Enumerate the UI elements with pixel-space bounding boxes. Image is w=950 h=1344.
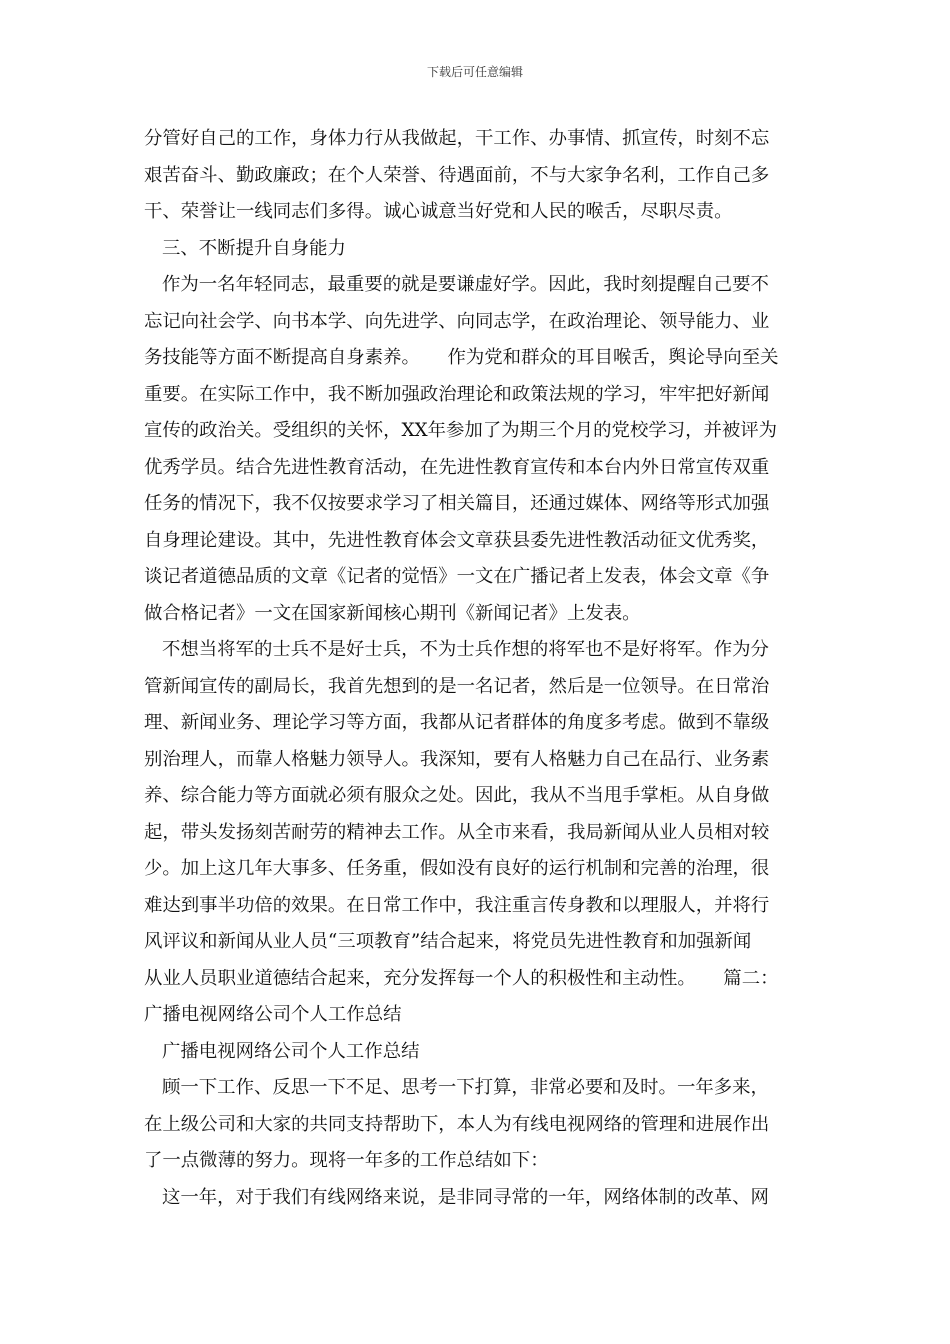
text-line: 不想当将军的士兵不是好士兵，不为士兵作想的将军也不是好将军。作为分 [162, 639, 769, 660]
text-line: 忘记向社会学、向书本学、向先进学、向同志学，在政治理论、领导能力、业 [144, 310, 770, 332]
text-line: 重要。在实际工作中，我不断加强政治理论和政策法规的学习，牢牢把好新闻 [144, 383, 770, 405]
page-header: 下载后可任意编辑 [426, 65, 523, 79]
text-line: 三、不断提升自身能力 [162, 237, 346, 259]
text-line: 顾一下工作、反思一下不足、思考一下打算，非常必要和及时。一年多来， [162, 1077, 769, 1098]
text-line: 风评议和新闻从业人员“三项教育”结合起来，将党员先进性教育和加强新闻 [144, 931, 752, 952]
text-line: 少。加上这几年大事多、任务重，假如没有良好的运行机制和完善的治理，很 [144, 858, 770, 879]
text-line: 任务的情况下，我不仅按要求学习了相关篇目，还通过媒体、网络等形式加强 [144, 493, 770, 514]
text-line: 作为一名年轻同志，最重要的就是要谦虚好学。因此，我时刻提醒自己要不 [162, 274, 769, 295]
text-line: 管新闻宣传的副局长，我首先想到的是一名记者，然后是一位领导。在日常治 [144, 675, 770, 697]
text-line: 干、荣誉让一线同志们多得。诚心诚意当好党和人民的喉舌，尽职尽责。 [144, 201, 733, 222]
document-body [144, 121, 812, 1216]
text-line: 做合格记者》一文在国家新闻核心期刊《新闻记者》上发表。 [144, 602, 641, 624]
text-line: 理、新闻业务、理论学习等方面，我都从记者群体的角度多考虑。做到不靠级 [144, 712, 770, 733]
text-line: 自身理论建设。其中，先进性教育体会文章获县委先进性教活动征文优秀奖， [144, 529, 770, 551]
text-line: 务技能等方面不断提高自身素养。 作为党和群众的耳目喉舌，舆论导向至关 [144, 347, 779, 368]
text-line: 优秀学员。结合先进性教育活动，在先进性教育宣传和本台内外日常宣传双重 [144, 456, 770, 478]
text-line: 了一点微薄的努力。现将一年多的工作总结如下： [144, 1150, 549, 1171]
text-line: 难达到事半功倍的效果。在日常工作中，我注重言传身教和以理服人，并将行 [144, 894, 770, 916]
text-line: 分管好自己的工作，身体力行从我做起，干工作、办事情、抓宣传，时刻不忘 [144, 128, 770, 149]
text-line: 艰苦奋斗、勤政廉政；在个人荣誉、待遇面前，不与大家争名利，工作自己多 [144, 164, 770, 186]
text-line: 在上级公司和大家的共同支持帮助下，本人为有线电视网络的管理和进展作出 [144, 1113, 770, 1135]
text-line: 别治理人，而靠人格魅力领导人。我深知，要有人格魅力自己在品行、业务素 [144, 748, 770, 770]
text-line: 养、综合能力等方面就必须有服众之处。因此，我从不当甩手掌柜。从自身做 [144, 785, 770, 806]
text-line: 起，带头发扬刻苦耐劳的精神去工作。从全市来看，我局新闻从业人员相对较 [144, 821, 770, 843]
text-line: 宣传的政治关。受组织的关怀，XX年参加了为期三个月的党校学习，并被评为 [144, 420, 778, 441]
text-line: 广播电视网络公司个人工作总结 [144, 1004, 402, 1025]
text-line: 广播电视网络公司个人工作总结 [162, 1040, 420, 1062]
text-line: 这一年，对于我们有线网络来说，是非同寻常的一年，网络体制的改革、网 [162, 1186, 769, 1208]
text-line: 从业人员职业道德结合起来，充分发挥每一个人的积极性和主动性。 篇二： [144, 967, 779, 989]
text-line: 谈记者道德品质的文章《记者的觉悟》一文在广播记者上发表，体会文章《争 [144, 566, 770, 587]
